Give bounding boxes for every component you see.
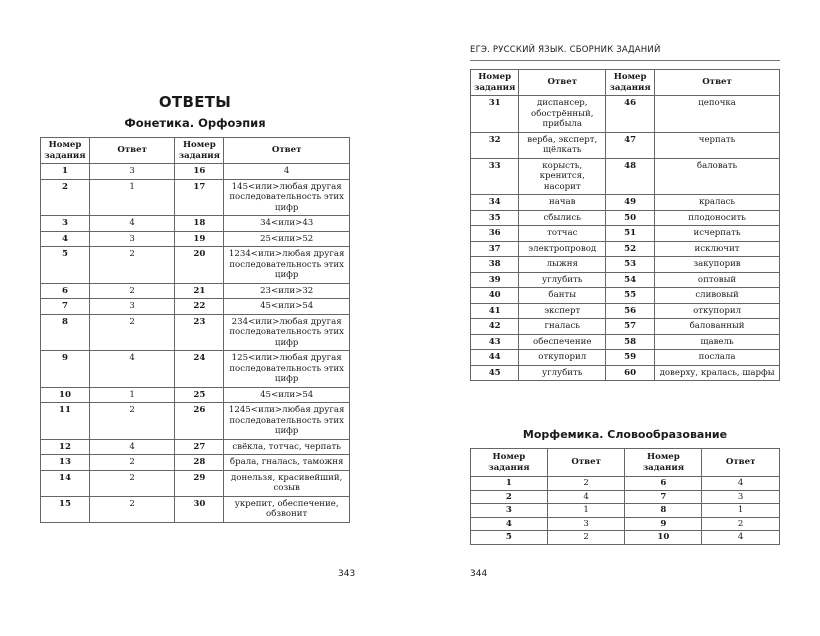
table-row — [471, 241, 780, 257]
table-row — [471, 334, 780, 350]
task-number-cell: 6 — [41, 283, 90, 299]
answer-cell: 1 — [89, 387, 174, 403]
answer-cell: 25<или>52 — [224, 231, 350, 247]
header-task-number: Номер задания — [606, 70, 655, 96]
task-number-cell: 6 — [625, 477, 702, 491]
answer-cell: исключит — [655, 241, 780, 257]
header-answer: Ответ — [519, 70, 606, 96]
task-number-cell: 49 — [606, 195, 655, 211]
task-number-cell: 52 — [606, 241, 655, 257]
task-number-cell: 23 — [175, 314, 224, 351]
task-number-cell: 59 — [606, 350, 655, 366]
answer-cell: сбылись — [519, 210, 606, 226]
table-header-row — [471, 449, 780, 477]
table-row — [471, 365, 780, 381]
answer-cell: откупорил — [519, 350, 606, 366]
answer-cell: оптовый — [655, 272, 780, 288]
table-row — [41, 455, 350, 471]
answer-cell: 23<или>32 — [224, 283, 350, 299]
morphemics-answers-table — [470, 448, 780, 545]
answer-cell: доверху, кралась, шарфы — [655, 365, 780, 381]
answer-cell: обеспечение — [519, 334, 606, 350]
answer-cell: исчерпать — [655, 226, 780, 242]
answer-cell: тотчас — [519, 226, 606, 242]
table-row — [471, 350, 780, 366]
answer-cell: электропровод — [519, 241, 606, 257]
task-number-cell: 22 — [175, 299, 224, 315]
answers-title: ОТВЕТЫ — [158, 93, 232, 111]
answer-cell: 2 — [89, 496, 174, 522]
task-number-cell: 37 — [471, 241, 519, 257]
task-number-cell: 53 — [606, 257, 655, 273]
task-number-cell: 10 — [625, 531, 702, 545]
answer-cell: верба, эксперт, щёлкать — [519, 132, 606, 158]
table-row — [471, 504, 780, 518]
task-number-cell: 31 — [471, 96, 519, 133]
task-number-cell: 9 — [41, 351, 90, 388]
answer-cell: 34<или>43 — [224, 216, 350, 232]
answer-cell: 4 — [89, 439, 174, 455]
task-number-cell: 17 — [175, 179, 224, 216]
answer-cell: 2 — [89, 314, 174, 351]
answer-cell: 4 — [702, 531, 780, 545]
answer-cell: 1245<или>любая другая последовательность этих цифр — [224, 403, 350, 440]
answer-cell: 1 — [89, 179, 174, 216]
header-answer: Ответ — [655, 70, 780, 96]
table-row — [471, 319, 780, 335]
answer-cell: 45<или>54 — [224, 299, 350, 315]
header-answer: Ответ — [702, 449, 780, 477]
table-row — [41, 216, 350, 232]
answer-cell: гналась — [519, 319, 606, 335]
phonetics-answers-table-continued — [470, 69, 780, 381]
answer-cell: брала, гналась, таможня — [224, 455, 350, 471]
table-row — [41, 439, 350, 455]
table-row — [471, 531, 780, 545]
header-answer: Ответ — [224, 138, 350, 164]
task-number-cell: 19 — [175, 231, 224, 247]
task-number-cell: 44 — [471, 350, 519, 366]
task-number-cell: 35 — [471, 210, 519, 226]
task-number-cell: 42 — [471, 319, 519, 335]
task-number-cell: 7 — [41, 299, 90, 315]
table-row — [471, 517, 780, 531]
table-row — [41, 247, 350, 284]
answer-cell: укрепит, обеспечение, обзвонит — [224, 496, 350, 522]
answer-cell: 145<или>любая другая последовательность этих цифр — [224, 179, 350, 216]
task-number-cell: 48 — [606, 158, 655, 195]
task-number-cell: 45 — [471, 365, 519, 381]
table-row — [471, 195, 780, 211]
task-number-cell: 43 — [471, 334, 519, 350]
task-number-cell: 50 — [606, 210, 655, 226]
answer-cell: 2 — [89, 470, 174, 496]
task-number-cell: 30 — [175, 496, 224, 522]
answer-cell: 2 — [547, 477, 625, 491]
header-answer: Ответ — [547, 449, 625, 477]
table-row — [471, 257, 780, 273]
answer-cell: 1 — [702, 504, 780, 518]
task-number-cell: 2 — [41, 179, 90, 216]
answer-cell: черпать — [655, 132, 780, 158]
header-task-number: Номер задания — [471, 449, 548, 477]
task-number-cell: 40 — [471, 288, 519, 304]
task-number-cell: 41 — [471, 303, 519, 319]
answer-cell: углубить — [519, 272, 606, 288]
task-number-cell: 29 — [175, 470, 224, 496]
task-number-cell: 13 — [41, 455, 90, 471]
task-number-cell: 4 — [471, 517, 548, 531]
answer-cell: цепочка — [655, 96, 780, 133]
task-number-cell: 39 — [471, 272, 519, 288]
table-header-row — [471, 70, 780, 96]
answer-cell: щавель — [655, 334, 780, 350]
answer-cell: кралась — [655, 195, 780, 211]
answer-cell: 3 — [89, 231, 174, 247]
task-number-cell: 33 — [471, 158, 519, 195]
answer-cell: 4 — [89, 216, 174, 232]
table-row — [471, 226, 780, 242]
answer-cell: 4 — [547, 490, 625, 504]
table-row — [471, 477, 780, 491]
answer-cell: 2 — [89, 455, 174, 471]
table-row — [41, 351, 350, 388]
task-number-cell: 14 — [41, 470, 90, 496]
morphemics-section-title: Морфемика. Словообразование — [522, 428, 728, 441]
answer-cell: углубить — [519, 365, 606, 381]
answer-cell: 3 — [547, 517, 625, 531]
table-row — [471, 490, 780, 504]
table-row — [41, 403, 350, 440]
answer-cell: 3 — [702, 490, 780, 504]
answer-cell: 2 — [89, 247, 174, 284]
task-number-cell: 10 — [41, 387, 90, 403]
answer-cell: диспансер, обострённый, прибыла — [519, 96, 606, 133]
task-number-cell: 28 — [175, 455, 224, 471]
task-number-cell: 2 — [471, 490, 548, 504]
answer-cell: 2 — [547, 531, 625, 545]
table-row — [41, 283, 350, 299]
answer-cell: 125<или>любая другая последовательность этих цифр — [224, 351, 350, 388]
answer-cell: плодоносить — [655, 210, 780, 226]
task-number-cell: 56 — [606, 303, 655, 319]
answer-cell: свёкла, тотчас, черпать — [224, 439, 350, 455]
answer-cell: 2 — [702, 517, 780, 531]
task-number-cell: 12 — [41, 439, 90, 455]
answer-cell: эксперт — [519, 303, 606, 319]
task-number-cell: 1 — [471, 477, 548, 491]
task-number-cell: 47 — [606, 132, 655, 158]
task-number-cell: 46 — [606, 96, 655, 133]
task-number-cell: 58 — [606, 334, 655, 350]
table-row — [41, 387, 350, 403]
table-row — [41, 299, 350, 315]
answer-cell: лыжня — [519, 257, 606, 273]
task-number-cell: 5 — [41, 247, 90, 284]
task-number-cell: 27 — [175, 439, 224, 455]
task-number-cell: 7 — [625, 490, 702, 504]
task-number-cell: 32 — [471, 132, 519, 158]
task-number-cell: 60 — [606, 365, 655, 381]
task-number-cell: 4 — [41, 231, 90, 247]
task-number-cell: 1 — [41, 164, 90, 180]
task-number-cell: 8 — [625, 504, 702, 518]
header-task-number: Номер задания — [175, 138, 224, 164]
table-row — [41, 231, 350, 247]
table-header-row — [41, 138, 350, 164]
task-number-cell: 8 — [41, 314, 90, 351]
task-number-cell: 55 — [606, 288, 655, 304]
answer-cell: послала — [655, 350, 780, 366]
answer-cell: 3 — [89, 299, 174, 315]
task-number-cell: 51 — [606, 226, 655, 242]
answer-cell: 1234<или>любая другая последовательность этих цифр — [224, 247, 350, 284]
answer-cell: корысть, кренится, насорит — [519, 158, 606, 195]
task-number-cell: 5 — [471, 531, 548, 545]
task-number-cell: 21 — [175, 283, 224, 299]
phonetics-answers-table — [40, 137, 350, 523]
table-row — [471, 158, 780, 195]
table-row — [471, 210, 780, 226]
answer-cell: 2 — [89, 283, 174, 299]
answer-cell: 1 — [547, 504, 625, 518]
phonetics-section-title: Фонетика. Орфоэпия — [124, 116, 266, 130]
task-number-cell: 34 — [471, 195, 519, 211]
answer-cell: 3 — [89, 164, 174, 180]
task-number-cell: 3 — [471, 504, 548, 518]
table-row — [471, 288, 780, 304]
table-row — [41, 179, 350, 216]
header-task-number: Номер задания — [471, 70, 519, 96]
answer-cell: баловать — [655, 158, 780, 195]
table-row — [41, 314, 350, 351]
answer-cell: 4 — [89, 351, 174, 388]
task-number-cell: 25 — [175, 387, 224, 403]
answer-cell: начав — [519, 195, 606, 211]
answer-cell: балованный — [655, 319, 780, 335]
task-number-cell: 16 — [175, 164, 224, 180]
answer-cell: 2 — [89, 403, 174, 440]
table-row — [41, 496, 350, 522]
table-row — [471, 303, 780, 319]
table-row — [471, 96, 780, 133]
header-answer: Ответ — [89, 138, 174, 164]
header-task-number: Номер задания — [625, 449, 702, 477]
task-number-cell: 15 — [41, 496, 90, 522]
header-task-number: Номер задания — [41, 138, 90, 164]
answer-cell: 234<или>любая другая последовательность этих цифр — [224, 314, 350, 351]
table-row — [41, 470, 350, 496]
answer-cell: банты — [519, 288, 606, 304]
answer-cell: 4 — [702, 477, 780, 491]
answer-cell: 4 — [224, 164, 350, 180]
task-number-cell: 24 — [175, 351, 224, 388]
task-number-cell: 3 — [41, 216, 90, 232]
task-number-cell: 26 — [175, 403, 224, 440]
task-number-cell: 18 — [175, 216, 224, 232]
task-number-cell: 57 — [606, 319, 655, 335]
task-number-cell: 11 — [41, 403, 90, 440]
table-row — [471, 272, 780, 288]
running-head: ЕГЭ. РУССКИЙ ЯЗЫК. СБОРНИК ЗАДАНИЙ — [470, 45, 780, 61]
task-number-cell: 36 — [471, 226, 519, 242]
table-row — [471, 132, 780, 158]
answer-cell: 45<или>54 — [224, 387, 350, 403]
answer-cell: сливовый — [655, 288, 780, 304]
page-number: 344 — [470, 569, 488, 579]
table-row — [41, 164, 350, 180]
answer-cell: закупорив — [655, 257, 780, 273]
answer-cell: откупорил — [655, 303, 780, 319]
task-number-cell: 9 — [625, 517, 702, 531]
page-number: 343 — [338, 569, 356, 579]
task-number-cell: 54 — [606, 272, 655, 288]
task-number-cell: 38 — [471, 257, 519, 273]
task-number-cell: 20 — [175, 247, 224, 284]
answer-cell: донельзя, красивейший, созыв — [224, 470, 350, 496]
